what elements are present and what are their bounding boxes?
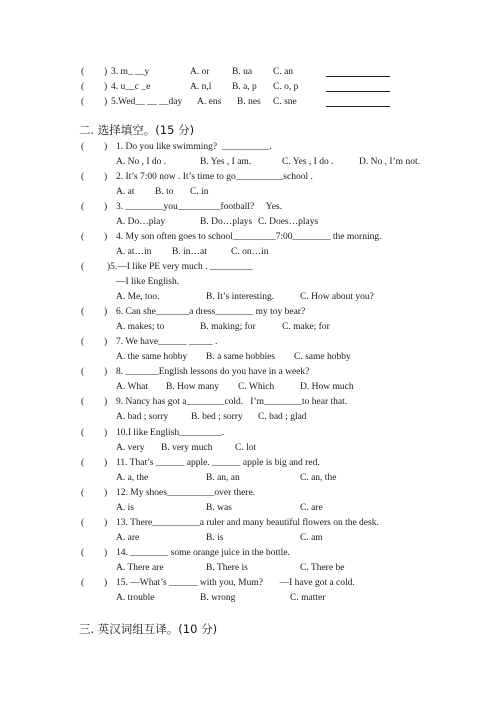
spelling-question: 4. u__c _e [111,82,151,92]
option-c: C. in [190,187,209,197]
option-d: D. No , I’m not. [359,157,420,167]
paren-close: ) [104,232,108,242]
option-a: A. Me, too. [116,292,160,302]
option-b: B. to [155,187,174,197]
paren-close: ) [104,488,108,498]
option-a: A. at…in [116,247,152,257]
paren-open: ( [81,67,85,77]
option-c: C. bad ; glad [258,412,307,422]
question-stem: 15. —What’s ______ with you, Mum? —I have got a cold. [116,578,355,588]
option-b: B. in…at [172,247,207,257]
option-b: B. wrong [200,593,236,603]
option-c: C. Does…plays [258,217,319,227]
option-b: B. is [206,533,224,543]
option-a: A. ens [197,97,222,107]
paren-open: ( [81,337,85,347]
question-stem: 6. Can she_______a dress________ my toy bear? [116,307,306,317]
paren-close: ) [104,307,108,317]
option-c: C. There be [300,563,345,573]
question-stem: 10.I like English_________. [116,428,225,438]
option-b: B. There is [206,563,248,573]
paren-open: ( [81,367,85,377]
option-a: A. are [116,533,140,543]
paren-close: ) [104,337,108,347]
option-a: A. Do…play [116,217,166,227]
option-b: B. How many [166,382,220,392]
paren-open: ( [81,428,85,438]
question-subline: —I like English. [116,277,180,287]
option-c: C. am [300,533,323,543]
option-d: D. How much [300,382,354,392]
paren-close: ) [104,202,108,212]
option-c: C. How about you? [300,292,374,302]
option-c: C. lot [235,443,257,453]
option-b: B. ua [232,67,253,77]
option-c: C. are [300,503,323,513]
option-c: C. Yes , I do . [282,157,334,167]
option-b: B. making; for [200,322,256,332]
question-stem: 8. _______English lessons do you have in a week? [116,367,310,377]
option-a: A. at [116,187,135,197]
option-b: B. a same hobbies [206,352,276,362]
answer-blank [326,80,390,92]
paren-close: ) [104,172,108,182]
paren-close: ) [104,67,108,77]
option-c: C. on…in [231,247,269,257]
paren-open: ( [81,458,85,468]
question-stem: 12. My shoes__________over there. [116,488,256,498]
paren-open: ( [81,172,85,182]
section-title: 二. 选择填空。(15 分) [79,123,195,137]
paren-close: ) [104,142,108,152]
paren-open: ( [81,397,85,407]
option-a: A. There are [116,563,164,573]
paren-open: ( [81,142,85,152]
option-c: C. an, the [300,473,337,483]
question-stem: 11. That’s ______ apple. ______ apple is big and red. [116,458,320,468]
option-b: B. It’s interesting. [206,292,275,302]
option-a: A. very [116,443,145,453]
option-a: A. What [116,382,149,392]
option-b: B. Yes , I am. [200,157,252,167]
paren-close: ) [104,458,108,468]
option-a: A. the same hobby [116,352,188,362]
paren-open: ( [81,488,85,498]
question-stem: )5.—I like PE very much . _________ [107,262,253,272]
paren-close: ) [104,82,108,92]
option-c: C. Which [238,382,275,392]
option-c: C. make; for [282,322,330,332]
option-b: B. Do…plays [200,217,253,227]
option-b: B. very much [161,443,213,453]
option-c: C. sne [273,97,297,107]
paren-close: ) [104,97,108,107]
paren-close: ) [104,518,108,528]
paren-close: ) [104,428,108,438]
option-c: C. matter [290,593,326,603]
question-stem: 7. We have______ _____ . [116,337,218,347]
paren-open: ( [81,518,85,528]
option-a: A. a, the [116,473,149,483]
option-c: C. same hobby [294,352,351,362]
spelling-question: 5.Wed__ __ __day [111,97,183,107]
paren-close: ) [104,548,108,558]
option-a: A. n,l [190,82,212,92]
option-b: B. nes [237,97,261,107]
section-title: 三. 英汉词组互译。(10 分) [79,622,218,636]
question-stem: 4. My son often goes to school_________7:00________ the morning. [116,232,382,242]
question-stem: 3. ________you_________football? Yes. [116,202,282,212]
option-c: C. an [273,67,294,77]
option-a: A. bad ; sorry [116,412,169,422]
option-a: A. makes; to [116,322,165,332]
question-stem: 9. Nancy has got a________cold. I’m________to hear that. [116,397,348,407]
question-stem: 1. Do you like swimming? __________. [116,142,272,152]
option-c: C. o, p [273,82,299,92]
question-stem: 2. It’s 7:00 now . It’s time to go__________school . [116,172,313,182]
option-b: B. a, p [232,82,257,92]
paren-close: ) [104,397,108,407]
option-a: A. or [190,67,210,77]
paren-open: ( [81,578,85,588]
option-a: A. No , I do . [116,157,167,167]
spelling-question: 3. m_ __y [111,67,150,77]
option-a: A. is [116,503,134,513]
paren-open: ( [81,202,85,212]
paren-open: ( [81,307,85,317]
option-b: B. bed ; sorry [191,412,243,422]
option-a: A. trouble [116,593,155,603]
question-stem: 14. ________ some orange juice in the bottle. [116,548,290,558]
paren-open: ( [81,548,85,558]
answer-blank [326,95,390,107]
paren-close: ) [104,578,108,588]
paren-open: ( [81,232,85,242]
paren-close: ) [104,367,108,377]
paren-open: ( [81,82,85,92]
answer-blank [326,65,390,77]
paren-open: ( [81,262,85,272]
paren-open: ( [81,97,85,107]
question-stem: 13. There__________a ruler and many beautiful flowers on the desk. [116,518,379,528]
option-b: B. an, an [206,473,240,483]
option-b: B. was [206,503,232,513]
